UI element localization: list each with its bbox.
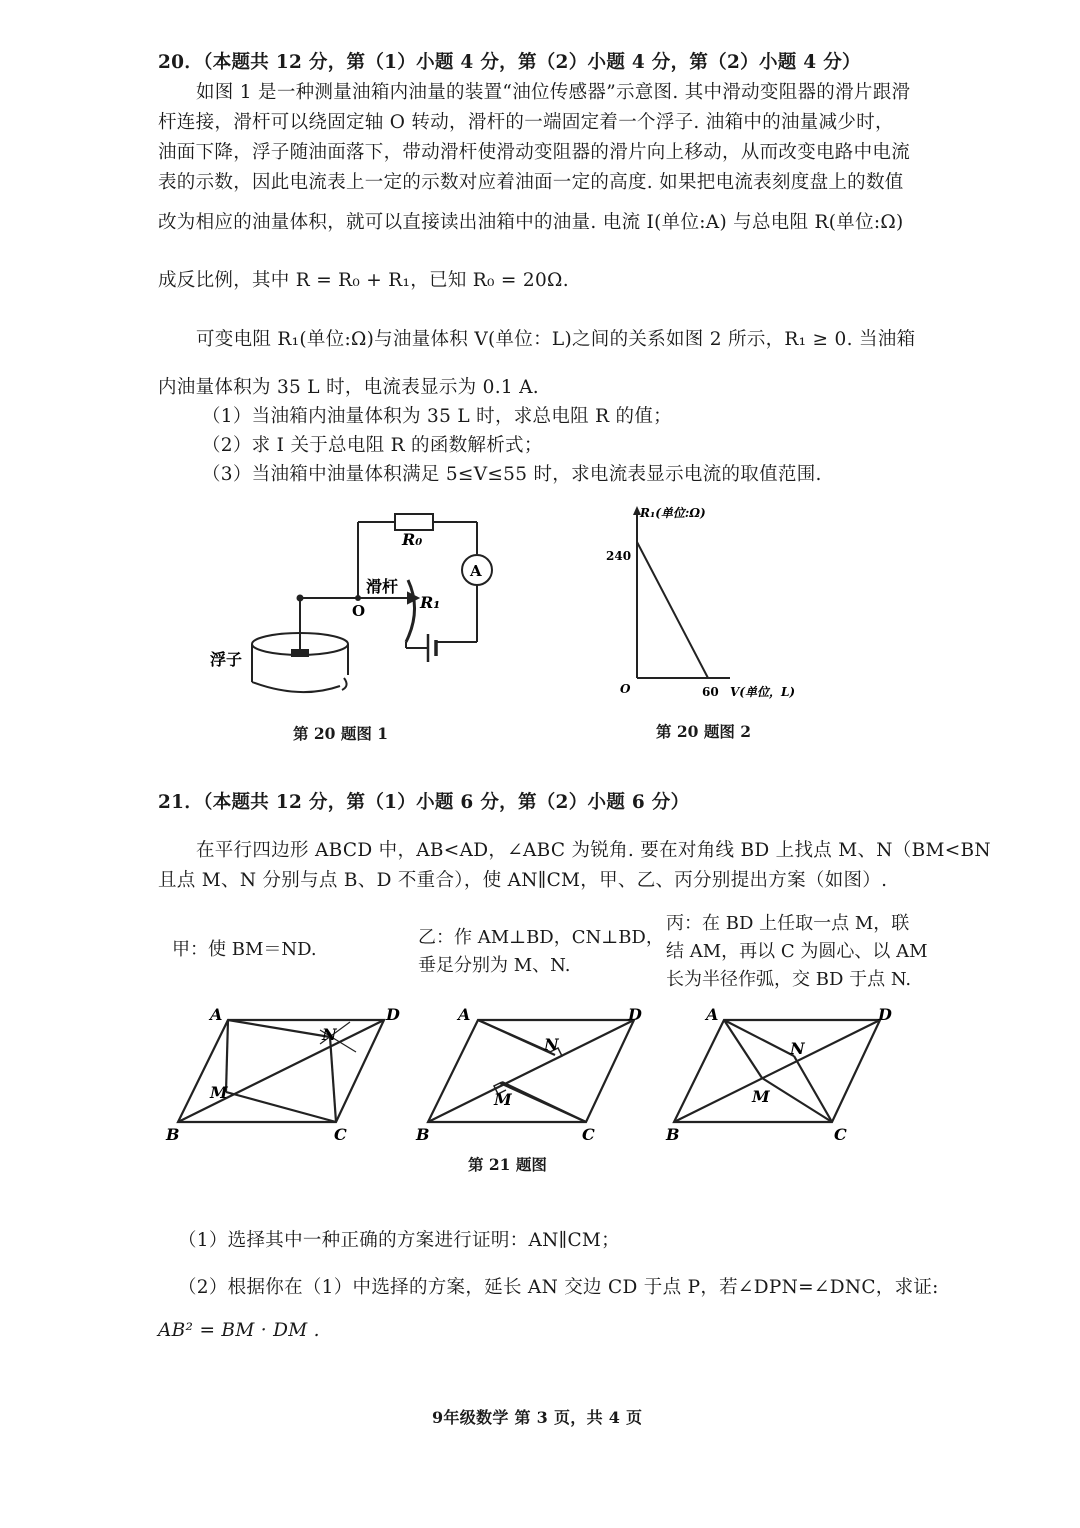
label-r1: R₁ [420,593,441,612]
x-tick-60: 60 [702,685,719,699]
point-c-label: C [334,1125,347,1144]
point-b-label: B [416,1125,430,1144]
q20-figure1-caption: 第 20 题图 1 [293,724,389,743]
page-footer: 9年级数学 第 3 页，共 4 页 [432,1408,643,1427]
point-d-label: D [878,1005,892,1024]
scheme-jia: 甲：使 BM＝ND. [172,939,317,960]
point-d-label: D [386,1005,400,1024]
q20-figure2-graph [600,500,815,710]
x-axis-label: V(单位，L) [730,685,796,699]
q20-para-line: 可变电阻 R₁(单位:Ω)与油量体积 V(单位：L)之间的关系如图 2 所示，R₁ ≥ 0. 当油箱 [196,329,916,350]
point-n-label: N [790,1039,805,1058]
scheme-yi [418,924,664,980]
q20-subquestion: （3）当油箱中油量体积满足 5≤V≤55 时，求电流表显示电流的取值范围. [202,464,822,485]
q20-subquestion: （1）当油箱内油量体积为 35 L 时，求总电阻 R 的值； [202,406,672,427]
scheme-yi-line: 乙：作 AM⊥BD，CN⊥BD， [418,927,664,948]
q20-para-line: 成反比例，其中 R = R₀ + R₁，已知 R₀ = 20Ω. [158,270,569,291]
q20-para-line: 表的示数，因此电流表上一定的示数对应着油面一定的高度. 如果把电流表刻度盘上的数值 [158,172,904,193]
label-r0: R₀ [402,530,423,549]
q20-subquestion: （2）求 I 关于总电阻 R 的函数解析式； [202,435,543,456]
label-slider: 滑杆 [366,577,399,596]
q21-header: 21．（本题共 12 分，第（1）小题 6 分，第（2）小题 6 分） [158,792,690,813]
q21-figure-jia [160,1000,410,1150]
q20-para-line: 如图 1 是一种测量油箱内油量的装置“油位传感器”示意图. 其中滑动变阻器的滑片跟滑 [196,82,911,103]
point-a-label: A [210,1005,223,1024]
q20-para-line: 改为相应的油量体积，就可以直接读出油箱中的油量. 电流 I(单位:A) 与总电阻 R(单位:Ω) [158,212,904,233]
q21-figure-yi [410,1000,660,1150]
q21-subquestion: （2）根据你在（1）中选择的方案，延长 AN 交边 CD 于点 P，若∠DPN=∠DNC，求证: [178,1277,939,1298]
scheme-bing-line: 长为半径作弧，交 BD 于点 N. [666,969,912,990]
q21-subquestion: （1）选择其中一种正确的方案进行证明：AN∥CM； [178,1230,620,1251]
q21-para-line: 在平行四边形 ABCD 中，AB<AD，∠ABC 为锐角. 要在对角线 BD 上找点 M、N（BM<BN [196,840,991,861]
q20-figure1-circuit [190,500,510,715]
point-b-label: B [666,1125,680,1144]
point-m-label: M [494,1090,512,1109]
point-d-label: D [628,1005,642,1024]
q20-para-line: 杆连接，滑杆可以绕固定轴 O 转动，滑杆的一端固定着一个浮子. 油箱中的油量减少时， [158,112,894,133]
q21-proof-target: AB² = BM · DM . [158,1320,320,1341]
point-n-label: N [322,1025,337,1044]
point-m-label: M [752,1087,770,1106]
label-float: 浮子 [210,650,243,669]
y-tick-240: 240 [606,549,632,563]
scheme-yi-line: 垂足分别为 M、N. [418,955,571,976]
q21-figure-bing [656,1000,906,1150]
q21-para-line: 且点 M、N 分别与点 B、D 不重合），使 AN∥CM，甲、乙、丙分别提出方案（如图）. [158,870,888,891]
q20-figure2-caption: 第 20 题图 2 [656,722,752,741]
point-a-label: A [706,1005,719,1024]
point-m-label: M [210,1083,228,1102]
scheme-bing-line: 结 AM，再以 C 为圆心、以 AM [666,941,928,962]
float-icon [292,650,308,656]
label-ammeter: A [470,562,482,580]
y-axis-label: R₁(单位:Ω) [640,506,706,520]
label-pivot-o: O [352,602,366,620]
q20-header: 20．（本题共 12 分，第（1）小题 4 分，第（2）小题 4 分，第（2）小题 4 分） [158,52,861,73]
q21-figure-caption: 第 21 题图 [468,1155,547,1174]
point-c-label: C [582,1125,595,1144]
point-b-label: B [166,1125,180,1144]
point-n-label: N [544,1035,559,1054]
point-a-label: A [458,1005,471,1024]
r1-v-line [637,542,708,678]
q20-para-line: 油面下降，浮子随油面落下，带动滑杆使滑动变阻器的滑片向上移动，从而改变电路中电流 [158,142,911,163]
scheme-bing-line: 丙：在 BD 上任取一点 M，联 [666,913,910,934]
point-c-label: C [834,1125,847,1144]
scheme-bing [666,910,928,994]
q20-para-line: 内油量体积为 35 L 时，电流表显示为 0.1 A. [158,377,539,398]
origin-label: O [620,682,631,696]
resistor-r0 [395,514,433,530]
